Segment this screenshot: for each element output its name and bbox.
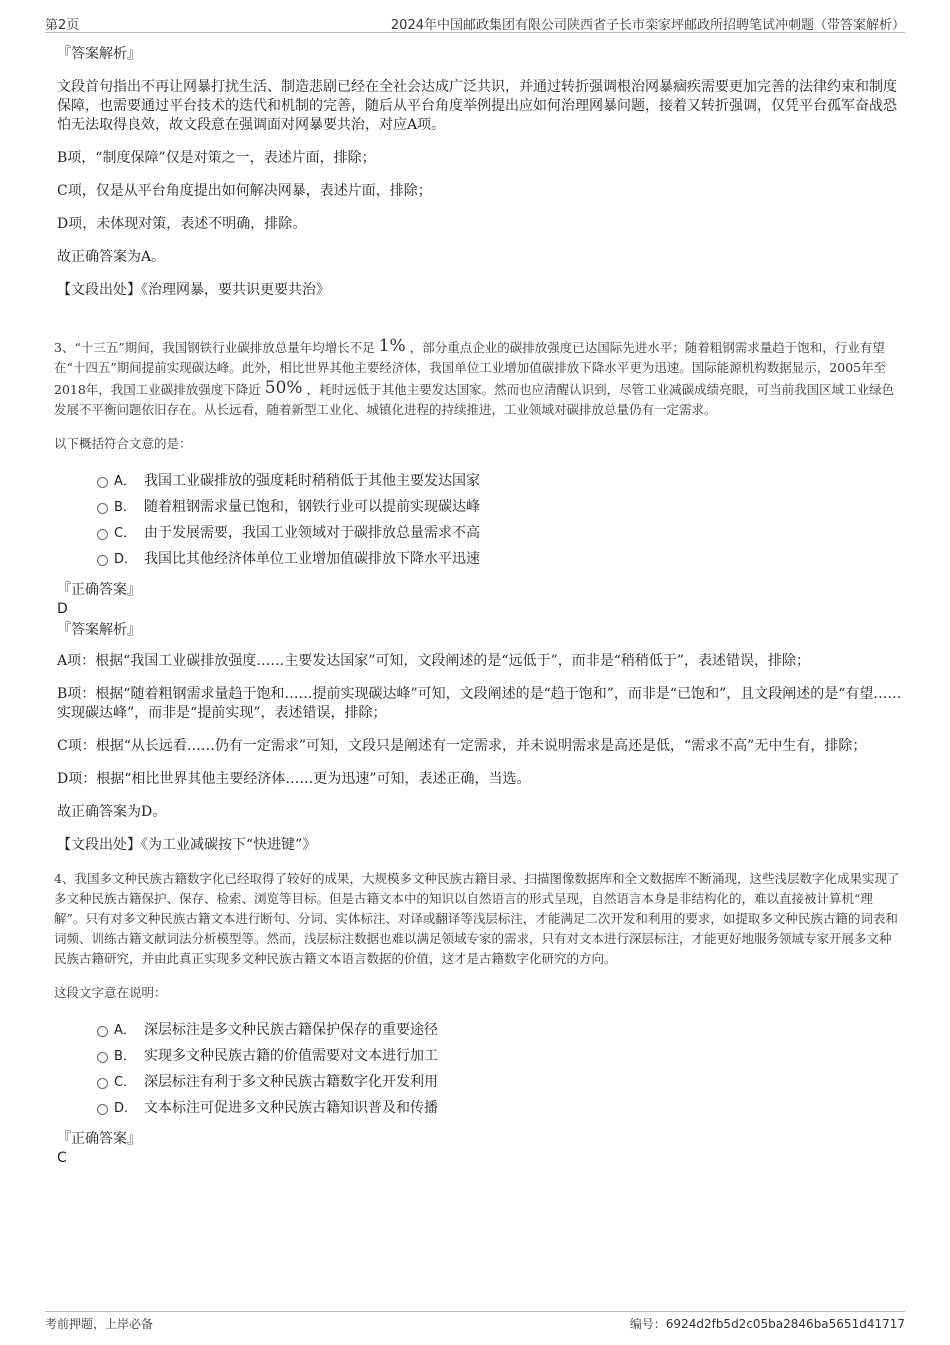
radio-icon[interactable] <box>97 1026 108 1037</box>
page-content <box>54 44 902 1167</box>
percent-value: 1% <box>378 336 406 356</box>
question-prompt: 这段文字意在说明： <box>54 985 167 1000</box>
analysis-option-b: B项：根据“随着粗钢需求量趋于饱和……提前实现碳达峰”可知，文段阐述的是“趋于饱和”，而非是“已饱和”，且文段阐述的是“有望……实现碳达峰”，而非是“提前实现”，表述错误，排除； <box>57 686 902 721</box>
correct-answer-label: 『正确答案』 <box>57 582 141 598</box>
option-list <box>57 1017 902 1121</box>
analysis-text: 文段首句指出不再让网暴打扰生活、制造悲剧已经在全社会达成广泛共识，并通过转折强调根治网暴痼疾需要更加完善的法律约束和制度保障，也需要通过平台技术的迭代和机制的完善，随后从平台角度举例提出应如何治理网暴问题，接着又转折强调，仅凭平台孤军奋战恐怕无法取得良效，故文段意在强调面对网暴要共治，对应A项。 <box>57 79 897 133</box>
percent-value: 50% <box>264 378 303 398</box>
page-number: 第2页 <box>45 18 80 33</box>
radio-icon[interactable] <box>97 555 108 566</box>
analysis-option-a: A项：根据“我国工业碳排放强度……主要发达国家”可知，文段阐述的是“远低于”，而非是“稍稍低于”，表述错误，排除； <box>57 653 811 669</box>
conclusion: 故正确答案为A。 <box>57 249 166 265</box>
option-c[interactable]: C． 由于发展需要，我国工业领域对于碳排放总量需求不高 <box>57 520 902 546</box>
analysis-label: 『答案解析』 <box>57 46 141 62</box>
option-a[interactable]: A． 深层标注是多文种民族古籍保护保存的重要途径 <box>57 1017 902 1043</box>
analysis-option-c: C项：根据“从长远看……仍有一定需求”可知，文段只是阐述有一定需求，并未说明需求是高还是低，“需求不高”无中生有，排除； <box>57 738 867 754</box>
correct-answer: D <box>57 601 68 617</box>
question-prompt: 以下概括符合文意的是： <box>54 436 192 451</box>
analysis-option-d: D项，未体现对策，表述不明确，排除。 <box>57 216 307 232</box>
option-d[interactable]: D． 文本标注可促进多文种民族古籍知识普及和传播 <box>57 1095 902 1121</box>
radio-icon[interactable] <box>97 1104 108 1115</box>
option-d[interactable]: D． 我国比其他经济体单位工业增加值碳排放下降水平迅速 <box>57 546 902 572</box>
radio-icon[interactable] <box>97 529 108 540</box>
option-c[interactable]: C． 深层标注有利于多文种民族古籍数字化开发利用 <box>57 1069 902 1095</box>
analysis-option-c: C项，仅是从平台角度提出如何解决网暴，表述片面，排除； <box>57 183 432 199</box>
radio-icon[interactable] <box>97 1052 108 1063</box>
radio-icon[interactable] <box>97 503 108 514</box>
document-title: 2024年中国邮政集团有限公司陕西省子长市栾家坪邮政所招聘笔试冲刺题（带答案解析） <box>390 18 905 33</box>
option-b[interactable]: B． 随着粗钢需求量已饱和，钢铁行业可以提前实现碳达峰 <box>57 494 902 520</box>
analysis-option-d: D项：根据“相比世界其他主要经济体……更为迅速”可知，表述正确，当选。 <box>57 771 531 787</box>
source: 【文段出处】《治理网暴，要共识更要共治》 <box>57 282 330 298</box>
option-b[interactable]: B． 实现多文种民族古籍的价值需要对文本进行加工 <box>57 1043 902 1069</box>
analysis-label: 『答案解析』 <box>57 622 141 638</box>
radio-icon[interactable] <box>97 477 108 488</box>
correct-answer-label: 『正确答案』 <box>57 1131 141 1147</box>
question-stem: 4、我国多文种民族古籍数字化已经取得了较好的成果，大规模多文种民族古籍目录、扫描图像数据库和全文数据库不断涌现，这些浅层数字化成果实现了多文种民族古籍保护、保存、检索、浏览等目标。但是古籍文本中的知识以自然语言的形式呈现，自然语言本身是非结构化的，难以直接被计算机“理解”。只有对多文种民族古籍文本进行断句、分词、实体标注、对译或翻译等浅层标注，才能满足二次开发和利用的要求，如提取多文种民族古籍的词表和词频、训练古籍文献词法分析模型等。然而，浅层标注数据也难以满足领域专家的需求，只有对文本进行深层标注，才能更好地服务领域专家开展多文种民族古籍研究，并由此真正实现多文种民族古籍文本语言数据的价值，这才是古籍数字化研究的方向。 <box>54 871 900 966</box>
footer-slogan: 考前押题，上岸必备 <box>45 1317 154 1331</box>
document-id: 编号：6924d2fb5d2c05ba2846ba5651d41717 <box>629 1317 905 1331</box>
page-footer <box>45 1311 905 1332</box>
conclusion: 故正确答案为D。 <box>57 804 167 820</box>
option-a[interactable]: A． 我国工业碳排放的强度耗时稍稍低于其他主要发达国家 <box>57 468 902 494</box>
option-list <box>57 468 902 572</box>
correct-answer: C <box>57 1150 67 1166</box>
analysis-option-b: B项，“制度保障”仅是对策之一，表述片面，排除； <box>57 150 376 166</box>
question-stem: 3、“十三五”期间，我国钢铁行业碳排放总量年均增长不足 1% ，部分重点企业的碳排放强度已达国际先进水平；随着粗钢需求量趋于饱和，行业有望在“十四五”期间提前实现碳达峰。此外，相比世界其他主要经济体，我国单位工业增加值碳排放下降水平更为迅速。国际能源机构数据显示，2005年至2018年，我国工业碳排放强度下降近 50% ，耗时远低于其他主要发达国家。然而也应清醒认识到，尽管工业减碳成绩亮眼，可当前我国区域工业绿色发展不平衡问题依旧存在。从长远看，随着新型工业化、城镇化进程的持续推进，工业领域对碳排放总量仍有一定需求。 <box>54 336 895 417</box>
source: 【文段出处】《为工业减碳按下“快进键”》 <box>57 837 317 853</box>
page-header <box>45 12 905 33</box>
radio-icon[interactable] <box>97 1078 108 1089</box>
